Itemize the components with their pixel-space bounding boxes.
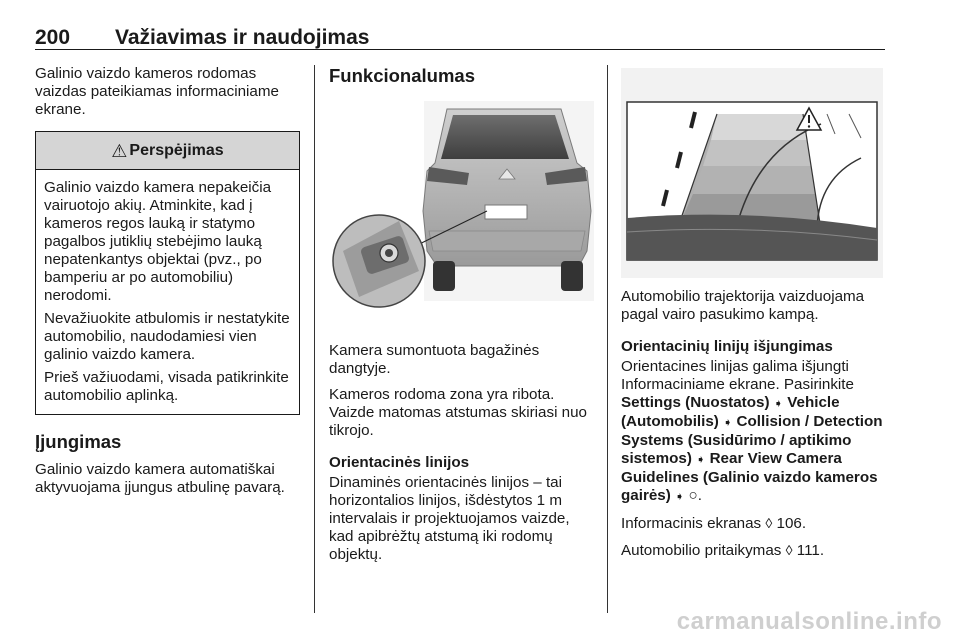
car-rear-illustration — [329, 101, 594, 316]
warning-box — [35, 131, 300, 415]
body-text: Kamera sumontuota bagažinės dangtyje. — [329, 342, 540, 377]
sub-title: Orientacinių linijų išjungimas — [621, 338, 833, 355]
sub-title: Orientacinės linijos — [329, 454, 470, 471]
warning-text: Prieš važiuodami, visada patikrinkite automobilio aplinką. — [44, 369, 289, 404]
menu-item: Rear View Camera Guidelines (Galinio vaizdo kameros gairės) — [621, 450, 878, 504]
section-text: Galinio vaizdo kamera automatiškai aktyvuojama įjungus atbulinę pavarą. — [35, 461, 285, 496]
arrow-icon: ➧ — [696, 454, 706, 466]
body-text: Orientacines linijas galima išjungti Informaciniame ekrane. Pasirinkite — [621, 358, 854, 393]
menu-item: Settings (Nuostatos) — [621, 394, 770, 411]
menu-item: Vehicle (Automobilis) — [621, 394, 840, 430]
cross-reference — [621, 541, 883, 560]
section-title: Funkcionalumas — [329, 65, 475, 86]
body-text: Dinaminės orientacinės linijos – tai horizontalios linijos, išdėstytos 1 m intervalais ir projektuojamos vaizde, kad apibrėžtų atstumą iki rodomų objektų. — [329, 474, 570, 563]
reference-text: Automobilio pritaikymas — [621, 542, 782, 559]
camera-guidelines-illustration — [621, 68, 883, 278]
guideline-display-illustration — [621, 68, 883, 278]
arrow-icon: ➧ — [723, 417, 733, 429]
reference-page: 106. — [776, 515, 807, 532]
body-text: Kameros rodoma zona yra ribota. Vaizde matomas atstumas skiriasi nuo tikrojo. — [329, 386, 588, 439]
figure-caption: Automobilio trajektorija vaizduojama pagal vairo pasukimo kampą. — [621, 288, 865, 323]
car-rear-camera-illustration — [329, 101, 594, 316]
reference-page: 111. — [796, 542, 825, 559]
circle-icon: ○ — [688, 487, 698, 504]
warning-text: Galinio vaizdo kamera nepakeičia vairuotojo akių. Atminkite, kad į kameros regos lauką ir statymo pagalbos jutiklių stebėjimo lauką nepatenkantys objektai (pvz., po bamperiu ar po automobiliu) nerodomi. — [44, 179, 272, 304]
warning-title: Perspėjimas — [129, 141, 224, 159]
reference-icon: ◊ — [765, 515, 773, 531]
reference-icon: ◊ — [785, 542, 793, 558]
page-number: 200 — [35, 26, 71, 49]
page-header — [35, 26, 885, 50]
reference-text: Informacinis ekranas — [621, 515, 762, 532]
menu-item: Collision / Detection Systems (Susidūrimo / aptikimo sistemos) — [621, 413, 883, 467]
column-divider — [314, 65, 315, 613]
column-3 — [621, 65, 883, 568]
warning-text: Nevažiuokite atbulomis ir nestatykite automobilio, naudodamiesi vien galinio vaizdo kamera. — [44, 310, 290, 363]
menu-path — [621, 358, 883, 506]
intro-text: Galinio vaizdo kameros rodomas vaizdas pateikiamas informaciniame ekrane. — [35, 65, 279, 118]
warning-triangle-icon: ⚠ — [111, 140, 128, 161]
arrow-icon: ➧ — [675, 491, 685, 503]
cross-reference — [621, 514, 883, 533]
period: . — [697, 487, 702, 504]
warning-header — [36, 132, 299, 170]
warning-body — [36, 170, 299, 414]
watermark: carmanualsonline.info — [676, 608, 942, 635]
column-1 — [35, 65, 300, 505]
column-divider — [607, 65, 608, 613]
section-title: Įjungimas — [35, 431, 122, 452]
chapter-title: Važiavimas ir naudojimas — [115, 26, 370, 49]
arrow-icon: ➧ — [773, 398, 783, 410]
column-2 — [329, 65, 594, 572]
